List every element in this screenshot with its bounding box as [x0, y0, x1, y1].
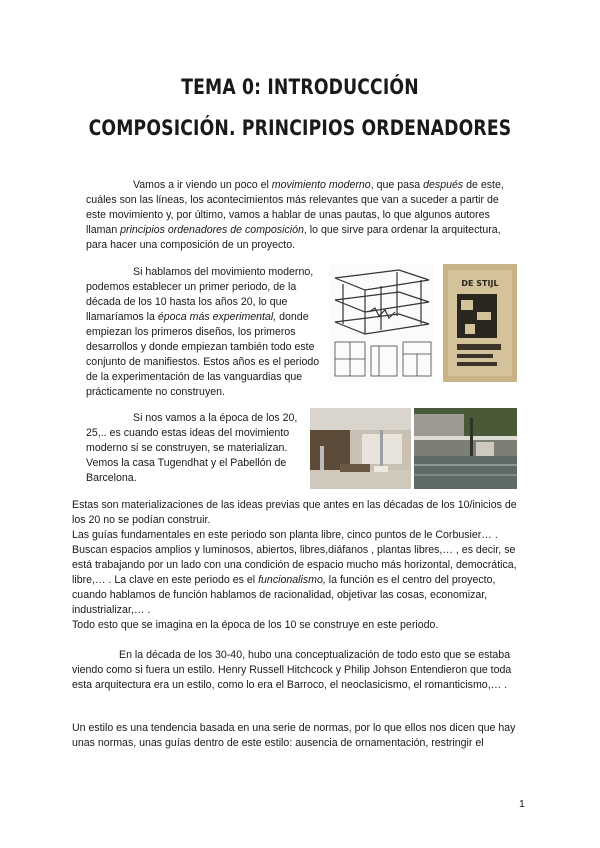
paragraph-intro: Vamos a ir viendo un poco el movimiento moderno, que pasa después de este, cuáles son las líneas, los acontecimientos más relevantes que van a suceder a partir de este movimiento y, por último, vamos a hablar de unas pautas, lo que algunos autores llaman principios ordenadores de composición, lo que sirve para ordenar la arquitectura, para hacer una composición de un proyecto. [86, 179, 504, 251]
paragraph-international-style: En la década de los 30-40, hubo una conceptualización de todo esto que se estaba viendo como si fuera un estilo. Henry Russell Hitchcock y Philip Johson Entendieron que toda esta arquitectura era un estilo, como lo era el Barroco, el neoclasicismo, el romanticismo,… . [72, 649, 512, 691]
paragraph-functionalism: Estas son materializaciones de las ideas previas que antes en las décadas de los 10/inicios de los 20 no se podían construir. Las guías fundamentales en este periodo son planta libre, cinco puntos de le Corbusier… . Buscan espacios amplios y luminosos, abiertos, libres,diáfanos , plantas libres,… , es decir, se está trabajando por un lado con una condición de espacio mucho más horizontal, democrática, libre,… . La clave en este periodo es el funcionalismo, la función es el centro del proyecto, cuando hablamos de función hablamos de racionalidad, objetivar las cosas, economizar, industrializar,… . Todo esto que se imagina en la época de los 10 se construye en este periodo. [72, 499, 517, 631]
de-stijl-cover-title: DE STIJL [461, 279, 499, 288]
page-number: 1 [519, 798, 525, 810]
document-title-line-2: COMPOSICIÓN. PRINCIPIOS ORDENADORES [88, 116, 512, 140]
paragraph-modern-movement: Si hablamos del movimiento moderno, podemos establecer un primer periodo, de la década de los 10 hasta los años 20, lo que llamaríamos la época más experimental, donde empiezan los primeros diseños, los primeros desarrollos y donde empiezan también todo este conjunto de manifiestos. Estos años es el periodo de la experimentación de las vanguardias que prácticamente no construyen. [86, 266, 320, 398]
document-title-line-1: TEMA 0: INTRODUCCIÓN [181, 75, 419, 99]
barcelona-pavilion-photo [414, 408, 517, 489]
tugendhat-house-photo [310, 408, 411, 489]
domino-house-figure [329, 264, 435, 382]
de-stijl-cover-figure [443, 264, 517, 382]
paragraph-built-period: Si nos vamos a la época de los 20, 25,.. es cuando estas ideas del movimiento moderno si se construyen, se materializan. Vemos la casa Tugendhat y el Pabellón de Barcelona. [86, 412, 298, 484]
domino-house-drawing [329, 264, 435, 382]
paragraph-style-norms: Un estilo es una tendencia basada en una serie de normas, por lo que ellos nos dicen que hay unas normas, unas guías dentro de este estilo: ausencia de ornamentación, restringir el [72, 722, 516, 749]
